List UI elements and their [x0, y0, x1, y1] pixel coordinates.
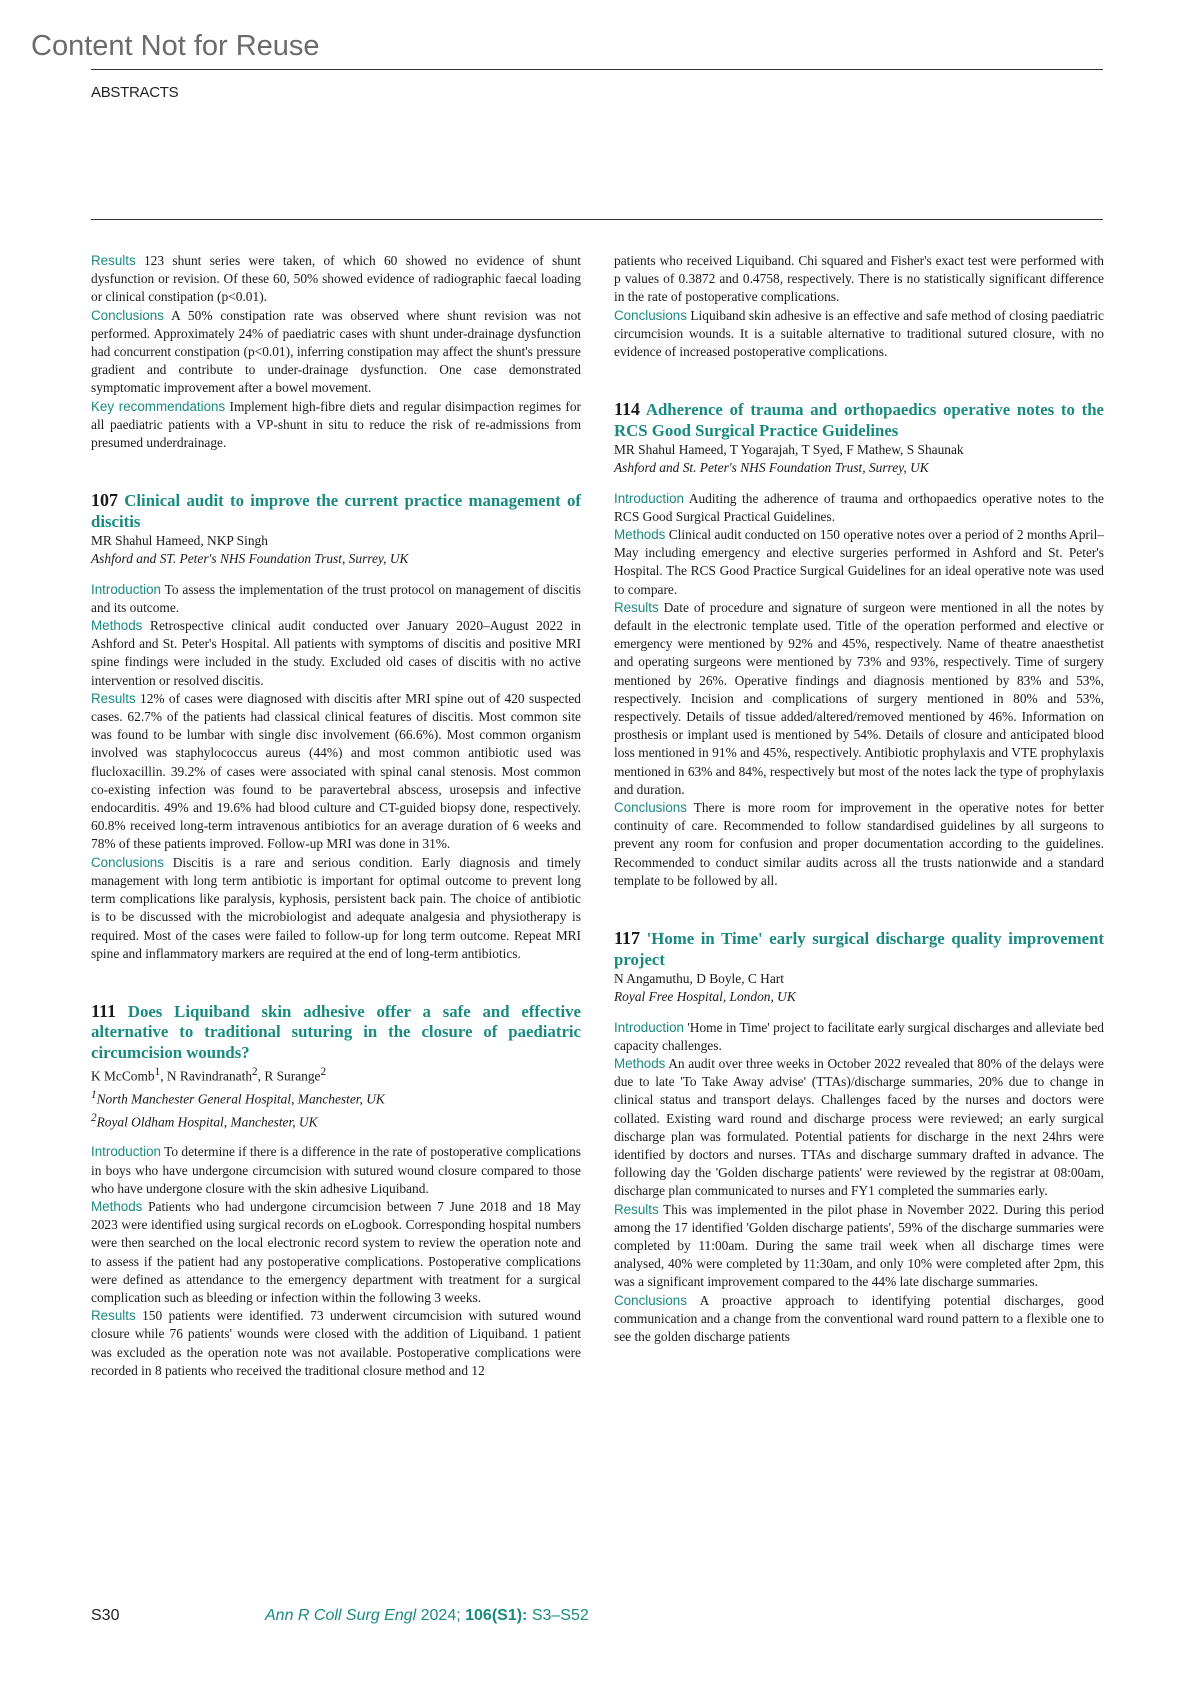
paragraph-label: Conclusions — [91, 854, 164, 870]
paragraph — [614, 1292, 1104, 1347]
authors: MR Shahul Hameed, NKP Singh — [91, 533, 268, 549]
abstract-number: 114 — [614, 399, 641, 420]
affiliation: Ashford and ST. Peter's NHS Foundation Trust, Surrey, UK — [91, 551, 409, 567]
paragraph-text: Clinical audit conducted on 150 operative notes over a period of 2 months April–May including emergency and elective surgeries performed in Ashford and St. Peter's Hospital. The RCS Good Practice Surgical Guidelines for an ideal operative note was used to compare. — [614, 527, 1104, 597]
abstract-114 — [614, 399, 1104, 890]
paragraph-label: Key recommendations — [91, 398, 226, 414]
paragraph-label: Methods — [91, 618, 143, 634]
paragraph — [614, 1019, 1104, 1055]
abstract-111 — [91, 1001, 581, 1380]
paragraph — [91, 307, 581, 398]
paragraph-label: Results — [91, 253, 136, 268]
paragraph-label: Methods — [614, 527, 666, 543]
right-column — [614, 252, 1104, 1346]
abstract-number: 107 — [91, 490, 118, 511]
author-name: , R Surange — [257, 1068, 321, 1084]
affiliation-text: Royal Oldham Hospital, Manchester, UK — [96, 1114, 318, 1130]
author-sup: 2 — [320, 1066, 327, 1079]
abstract-title-text: Clinical audit to improve the current practice management of discitis — [91, 491, 581, 531]
header-rule — [91, 69, 1103, 70]
abstract-117 — [614, 928, 1104, 1346]
page-number: S30 — [91, 1607, 120, 1624]
paragraph-label: Conclusions — [614, 1292, 687, 1308]
paragraph-text: Liquiband skin adhesive is an effective and safe method of closing paediatric circumcision wounds. It is a suitable alternative to traditional sutured closure, with no evidence of increased postoperative complications. — [614, 307, 1104, 360]
paragraph — [614, 1201, 1104, 1292]
paragraph — [91, 252, 581, 307]
section-header: ABSTRACTS — [91, 84, 179, 101]
content-rule — [91, 219, 1103, 220]
paragraph-label: Conclusions — [91, 307, 164, 323]
paragraph — [91, 398, 581, 453]
paragraph-text: Auditing the adherence of trauma and orthopaedics operative notes to the RCS Good Surgical Practical Guidelines. — [614, 490, 1104, 524]
paragraph-text: To assess the implementation of the trust protocol on management of discitis and its outcome. — [91, 581, 581, 615]
paragraph-text: Discitis is a rare and serious condition. Early diagnosis and timely management with long term antibiotic is important for optimal outcome to prevent long term complications like paralysis, kyphosis, persistent back pain. The choice of antibiotic is to be discussed with the microbiologist and adequate analgesia and physiotherapy is required. Most of the cases were failed to follow-up for long term outcome. Repeat MRI spine and inflammatory markers are required at the end of long-term antibiotics. — [91, 854, 581, 961]
paragraph-label: Methods — [614, 1055, 666, 1071]
abstract-title — [614, 928, 1104, 970]
paragraph-label: Introduction — [91, 1144, 161, 1160]
paragraph-text: patients who received Liquiband. Chi squared and Fisher's exact test were performed with p values of 0.3872 and 0.4758, respectively. There is no statistically significant difference in the rate of postoperative complications. — [614, 253, 1104, 305]
paragraph-text: 123 shunt series were taken, of which 60 showed no evidence of shunt dysfunction or revision. Of these 60, 50% showed evidence of radiographic faecal loading or clinical constipation (p<0.01). — [91, 253, 581, 305]
abstract-title-text: 'Home in Time' early surgical discharge quality improvement project — [614, 929, 1104, 969]
author-name: , N Ravindranath — [160, 1068, 253, 1084]
affiliation — [91, 1086, 581, 1109]
journal-year: 2024; — [416, 1607, 466, 1624]
paragraph-text: Implement high-fibre diets and regular disimpaction regimes for all paediatric patients with a VP-shunt in situ to reduce the risk of re-admissions from presumed underdrainage. — [91, 398, 581, 451]
affiliation-sup: 2 — [91, 1111, 97, 1124]
paragraph — [91, 1198, 581, 1307]
left-column — [91, 252, 581, 1380]
paragraph — [614, 1055, 1104, 1201]
paragraph-label: Results — [614, 1201, 659, 1217]
abstract-number: 111 — [91, 1000, 117, 1021]
abstract-title — [614, 399, 1104, 441]
paragraph-label: Results — [91, 690, 136, 706]
journal-name: Ann R Coll Surg Engl — [265, 1607, 417, 1624]
paragraph-text: 12% of cases were diagnosed with discitis after MRI spine out of 420 suspected cases. 62.7% of the patients had classical clinical features of discitis. Most common site was found to be lumbar with single disc involvement (66.6%). Most common organism involved was staphylococcus aureus (44%) and most common antibiotic used was flucloxacillin. 39.2% of cases were associated with spinal canal stenosis. Most common co-existing infection was found to be paravertebral abscess, urosepsis and infective endocarditis. 49% and 19.6% had blood culture and CT-guided biopsy done, respectively. 60.8% received long-term intravenous antibiotics for an average duration of 6 weeks and 78% of these patients improved. Follow-up MRI was done in 31%. — [91, 690, 581, 852]
abstract-number: 117 — [614, 928, 641, 949]
paragraph-text: 'Home in Time' project to facilitate early surgical discharges and alleviate bed capacity challenges. — [614, 1019, 1104, 1053]
paragraph-text: There is more room for improvement in the operative notes for better continuity of care. Recommended to follow standardised guidelines by all surgeons to prevent any room for confusion and proper documentation according to the guidelines. Recommended to conduct similar audits across all the trusts nationwide and a standard template to be followed by all. — [614, 800, 1104, 888]
affiliations — [614, 459, 1104, 477]
paragraph-label: Results — [91, 1308, 136, 1324]
affiliations — [614, 988, 1104, 1006]
paragraph-label: Methods — [91, 1199, 143, 1215]
authors — [91, 1063, 581, 1086]
paragraph-label: Conclusions — [614, 800, 687, 816]
authors: N Angamuthu, D Boyle, C Hart — [614, 971, 784, 987]
paragraph-label: Conclusions — [614, 307, 687, 323]
abstract-107 — [91, 490, 581, 963]
affiliation — [91, 1109, 581, 1132]
affiliations — [91, 1086, 581, 1131]
paragraph — [91, 581, 581, 617]
paragraph — [91, 854, 581, 963]
affiliations — [91, 550, 581, 568]
paragraph-label: Introduction — [91, 581, 161, 597]
authors: MR Shahul Hameed, T Yogarajah, T Syed, F Mathew, S Shaunak — [614, 442, 964, 458]
paragraph-text: 150 patients were identified. 73 underwent circumcision with sutured wound closure while 76 patients' wounds were closed with the addition of Liquiband. 1 patient was excluded as the operation note was not available. Postoperative complications were recorded in 8 patients who received the traditional closure method and 12 — [91, 1308, 581, 1378]
paragraph — [614, 799, 1104, 890]
affiliation-text: North Manchester General Hospital, Manchester, UK — [96, 1091, 385, 1107]
paragraph-text: Retrospective clinical audit conducted over January 2020–August 2022 in Ashford and St. Peter's Hospital. All patients with symptoms of discitis and positive MRI spine findings were included in the study. Excluded old cases of discitis with no active intervention or resolved discitis. — [91, 618, 581, 688]
paragraph-text: A proactive approach to identifying potential discharges, good communication and a change from the conventional ward round pattern to a flexible one to see the golden discharge patients — [614, 1292, 1104, 1344]
abstract-title — [91, 490, 581, 532]
journal-citation — [265, 1607, 589, 1625]
paragraph — [614, 526, 1104, 599]
paragraph-label: Results — [614, 599, 659, 615]
paragraph — [91, 617, 581, 690]
paragraph-text: Patients who had undergone circumcision between 7 June 2018 and 18 May 2023 were identified using surgical records on eLogbook. Corresponding hospital numbers were then searched on the local electronic record system to review the operation note and to assess if the patient had any postoperative complications. Postoperative complications were defined as attendance to the emergency department with treatment for a surgical complication such as bleeding or infection within the following 3 weeks. — [91, 1199, 581, 1306]
paragraph — [91, 690, 581, 854]
journal-pages: S3–S52 — [527, 1607, 589, 1624]
paragraph-text: An audit over three weeks in October 2022 revealed that 80% of the delays were due to late 'To Take Away advise' (TTAs)/discharge summaries, 20% due to change in clinical status and transport delays. Challenges faced by the nurses and doctors were collated. Existing ward round and discharge process were reviewed; an early surgical discharge plan was formulated. Potential patients for discharge in the next 24hrs were identified by doctors and nurses. TTAs and discharge summary drafted in advance. The following day the 'Golden discharge patients' were reviewed by the registrar at 08:00am, discharge plan communicated to nurses and FY1 completed the summaries early. — [614, 1055, 1104, 1199]
affiliation: Ashford and St. Peter's NHS Foundation Trust, Surrey, UK — [614, 460, 929, 476]
paragraph — [614, 490, 1104, 526]
author-sup: 1 — [154, 1066, 161, 1079]
abstract-title — [91, 1001, 581, 1064]
abstract-title-text: Does Liquiband skin adhesive offer a safe and effective alternative to traditional suturing in the closure of paediatric circumcision wounds? — [91, 1001, 581, 1062]
paragraph — [614, 307, 1104, 362]
author-name: K McComb — [91, 1068, 155, 1084]
paragraph — [614, 599, 1104, 799]
affiliation-sup: 1 — [91, 1089, 97, 1102]
journal-volume: 106(S1): — [465, 1607, 528, 1624]
paragraph-label: Introduction — [614, 1019, 684, 1035]
paragraph-label: Introduction — [614, 490, 684, 506]
paragraph-text: This was implemented in the pilot phase in November 2022. During this period among the 17 identified 'Golden discharge patients', 59% of the discharge summaries were completed by 11:00am. During the same trail week when all discharge times were analysed, 40% were completed by 11:30am, and only 10% were completed after 2pm, this was a significant improvement compared to the 44% late discharge summaries. — [614, 1201, 1104, 1290]
abstract-title-text: Adherence of trauma and orthopaedics operative notes to the RCS Good Surgical Practice Guidelines — [614, 400, 1104, 440]
watermark: Content Not for Reuse — [31, 30, 320, 62]
affiliation: Royal Free Hospital, London, UK — [614, 989, 796, 1005]
paragraph — [614, 252, 1104, 307]
paragraph-text: To determine if there is a difference in the rate of postoperative complications in boys who have undergone circumcision with sutured wound closure compared to those who have undergone closure with the skin adhesive Liquiband. — [91, 1144, 581, 1196]
author-sup: 2 — [252, 1066, 258, 1079]
paragraph — [91, 1307, 581, 1380]
paragraph-text: Date of procedure and signature of surgeon were mentioned in all the notes by default in the electronic template used. Title of the operation performed and elective or emergency were mentioned by 92% and 45%, respectively. Name of theatre anaesthetist and operating surgeons were mentioned by 73% and 93%, respectively. Time of surgery mentioned by 26%. Operative findings and diagnosis mentioned by 83% and 53%, respectively. Incision and complications of surgery mentioned in 80% and 53%, respectively. Details of tissue added/altered/removed mentioned by 46%. Information on prosthesis or implant used is mentioned by 54%. Details of closure and anticipated blood loss mentioned in 91% and 45%, respectively. Antibiotic prophylaxis and VTE prophylaxis mentioned in 63% and 84%, respectively but most of the notes lack the type of prophylaxis and duration. — [614, 599, 1104, 797]
paragraph-text: A 50% constipation rate was observed where shunt revision was not performed. Approximately 24% of paediatric cases with shunt under-drainage dysfunction had concurrent constipation (p<0.01), inferring constipation may affect the shunt's pressure gradient and contribute to under-drainage dysfunction. One case demonstrated symptomatic improvement after a bowel movement. — [91, 307, 581, 396]
paragraph — [91, 1143, 581, 1198]
